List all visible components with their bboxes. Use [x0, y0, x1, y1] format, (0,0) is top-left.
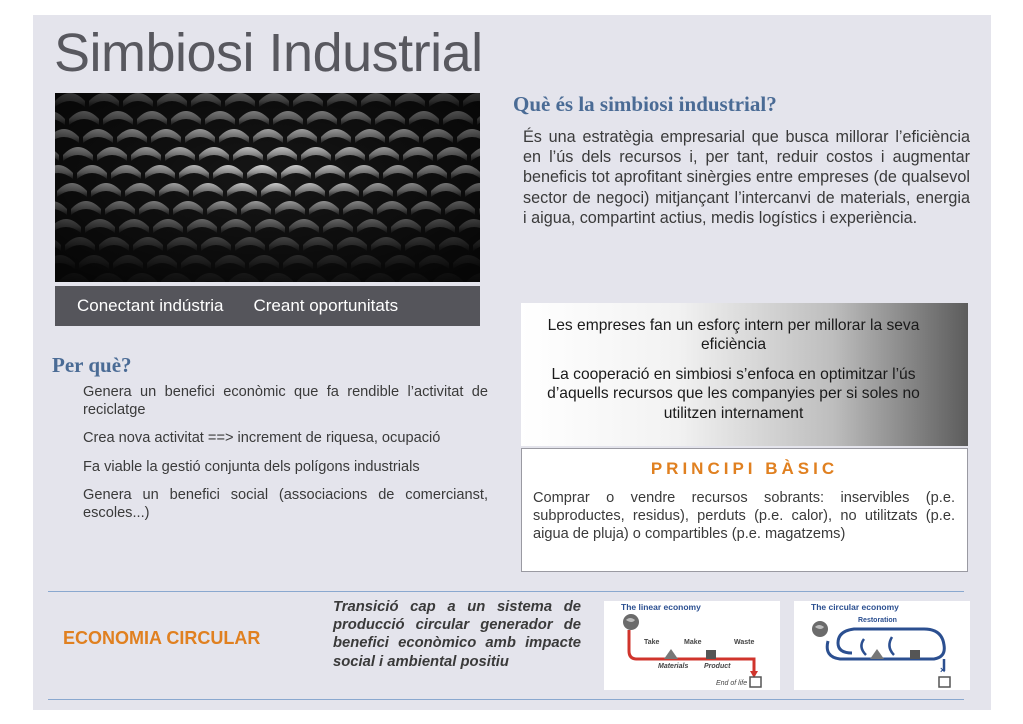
bin-icon [750, 677, 761, 687]
linear-economy-diagram [604, 601, 780, 690]
basic-principle-title: PRINCIPI BÀSIC [650, 459, 839, 478]
globe-icon [623, 614, 639, 630]
globe-icon [812, 621, 828, 637]
basic-principle-body: Comprar o vendre recursos sobrants: inservibles (p.e. subproductes, residus), perduts (p.e. calor), no utilitzats (p.e. aigua de pluja) o compartibles (p.e. magatzems) [533, 490, 955, 542]
why-heading: Per què? [52, 353, 132, 377]
why-list [83, 383, 488, 532]
product-icon [706, 650, 716, 659]
why-item: Crea nova activitat ==> increment de riquesa, ocupació [83, 430, 441, 447]
efficiency-text-1: Les empreses fan un esforç intern per millorar la seva eficiència [547, 317, 920, 354]
caption-connecting: Conectant indústria [77, 296, 224, 315]
label-materials: Materials [658, 663, 689, 670]
efficiency-box [521, 303, 968, 446]
tiles-photo [55, 93, 480, 282]
why-item: Fa viable la gestió conjunta dels polígons industrials [83, 458, 420, 475]
materials-icon [664, 649, 678, 659]
label-end-of-life: End of life [716, 680, 748, 687]
label-product: Product [704, 663, 731, 670]
why-item: Genera un benefici econòmic que fa rendible l’activitat de reciclatge [83, 384, 488, 419]
circular-economy-label: ECONOMIA CIRCULAR [63, 628, 261, 648]
stop-mark: × [940, 665, 946, 675]
circular-economy-description: Transició cap a un sistema de producció circular generador de benefici econòmico amb impacte social i ambiental positiu [333, 599, 581, 670]
caption-creating: Creant oportunitats [253, 296, 399, 315]
circular-flow-graphic [794, 601, 970, 690]
step-take: Take [644, 639, 660, 646]
what-heading: Què és la simbiosi industrial? [513, 92, 777, 116]
divider-top [48, 591, 964, 592]
efficiency-text-2: La cooperació en simbiosi s’enfoca en optimitzar l’ús d’aquells recursos que les companyies per si soles no utilitzen internament [547, 366, 920, 422]
linear-diagram-title: The linear economy [621, 602, 701, 612]
bin-icon [939, 677, 950, 687]
what-body: És una estratègia empresarial que busca millorar l’eficiència en l’ús dels recursos i, per tant, reduir costos i augmentar beneficis tot aprofitant sinèrgies entre empreses (de qualsevol sector de negoci) mitjançant l’intercanvi de materials, energia i aigua, compartint actius, medis logístics i experiència. [523, 128, 970, 227]
photo-caption-bar [55, 286, 480, 326]
why-item: Genera un benefici social (associacions de comercianst, escoles...) [83, 486, 488, 522]
basic-principle-box [521, 448, 968, 572]
step-waste: Waste [734, 639, 755, 646]
step-make: Make [684, 639, 702, 646]
materials-icon [870, 649, 884, 659]
circular-diagram-title: The circular economy [811, 602, 899, 612]
circular-economy-diagram [794, 601, 970, 690]
page-title: Simbiosi Industrial [54, 23, 483, 83]
divider-bottom [48, 699, 964, 700]
product-icon [910, 650, 920, 659]
roof-tiles-image [55, 93, 480, 282]
label-restoration: Restoration [858, 617, 897, 624]
